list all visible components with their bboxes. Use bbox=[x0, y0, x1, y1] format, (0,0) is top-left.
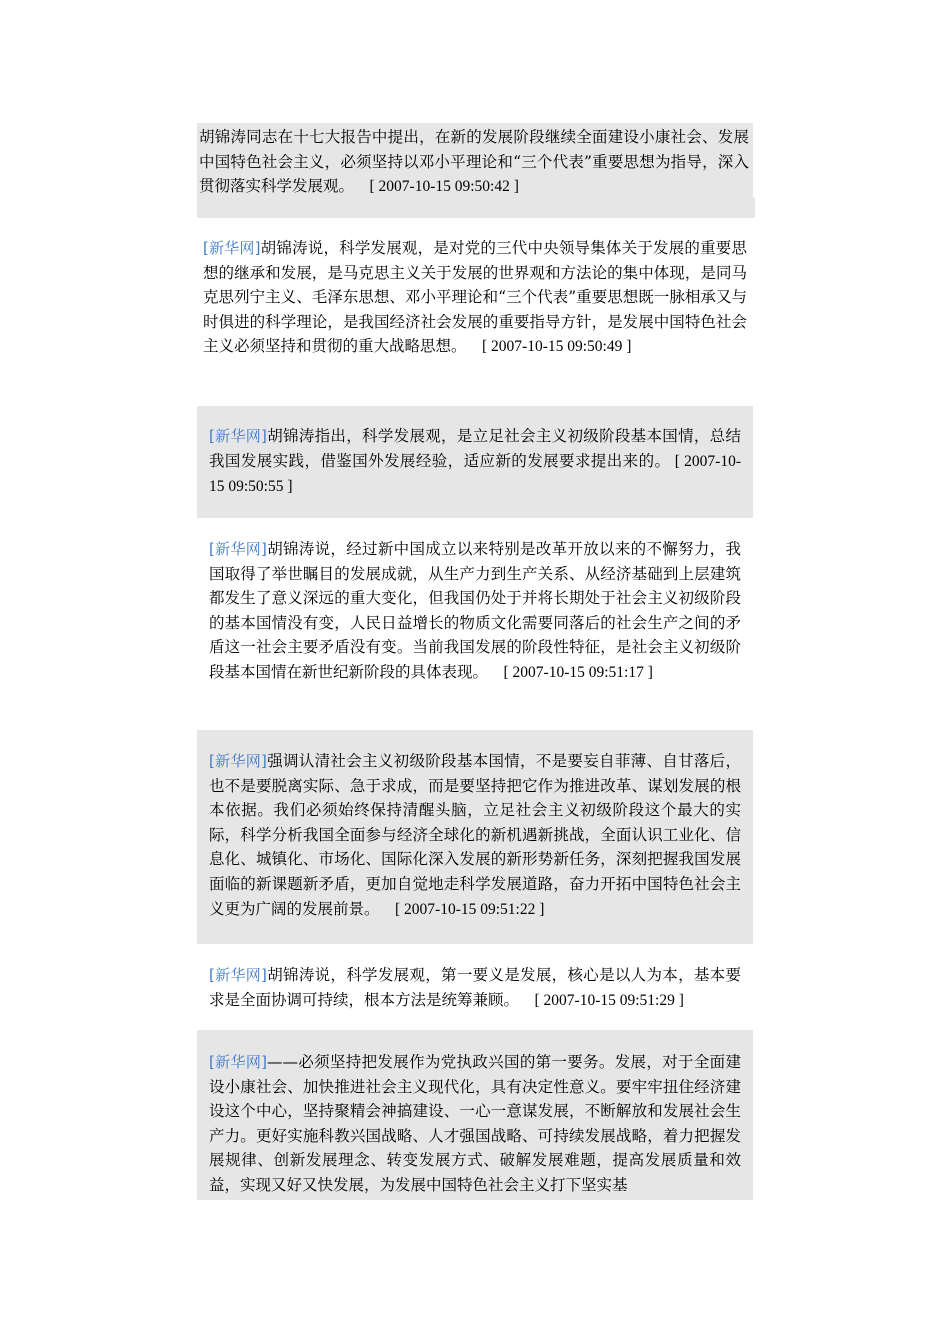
xinhua-source-tag: [新华网] bbox=[209, 966, 267, 984]
entry-text: ——必须坚持把发展作为党执政兴国的第一要务。发展，对于全面建设小康社会、加快推进社会主义现代化，具有决定性意义。要牢牢扭住经济建设这个中心，坚持聚精会神搞建设、一心一意谋发展，不断解放和发展社会生产力。更好实施科教兴国战略、人才强国战略、可持续发展战略，着力把握发展规律、创新发展理念、转变发展方式、破解发展难题，提高发展质量和效益，实现又好又快发展，为发展中国特色社会主义打下坚实基 bbox=[209, 1053, 741, 1194]
news-entry-7 bbox=[197, 1030, 753, 1200]
entry-timestamp: [ 2007-10-15 09:51:22 ] bbox=[395, 900, 545, 918]
entry-text: 胡锦涛同志在十七大报告中提出，在新的发展阶段继续全面建设小康社会、发展中国特色社会主义，必须坚持以邓小平理论和“三个代表”重要思想为指导，深入贯彻落实科学发展观。 bbox=[199, 128, 749, 196]
news-entry-6 bbox=[197, 944, 753, 1030]
entry-timestamp: [ 2007-10-15 09:50:55 ] bbox=[209, 452, 741, 496]
news-entry-2 bbox=[197, 236, 753, 388]
xinhua-source-tag: [新华网] bbox=[203, 239, 261, 257]
xinhua-source-tag: [新华网] bbox=[209, 1053, 267, 1071]
xinhua-source-tag: [新华网] bbox=[209, 540, 267, 558]
entry-text: 胡锦涛说，科学发展观，第一要义是发展，核心是以人为本，基本要求是全面协调可持续，根本方法是统筹兼顾。 bbox=[209, 966, 741, 1009]
xinhua-source-tag: [新华网] bbox=[209, 427, 267, 445]
entry-timestamp: [ 2007-10-15 09:51:17 ] bbox=[503, 663, 653, 681]
entry-edge-shade bbox=[753, 198, 755, 218]
entry-text: 强调认清社会主义初级阶段基本国情，不是要妄自菲薄、自甘落后，也不是要脱离实际、急于求成，而是要坚持把它作为推进改革、谋划发展的根本依据。我们必须始终保持清醒头脑，立足社会主义初级阶段这个最大的实际，科学分析我国全面参与经济全球化的新机遇新挑战，全面认识工业化、信息化、城镇化、市场化、国际化深入发展的新形势新任务，深刻把握我国发展面临的新课题新矛盾，更加自觉地走科学发展道路，奋力开拓中国特色社会主义更为广阔的发展前景。 bbox=[209, 752, 741, 918]
entry-timestamp: [ 2007-10-15 09:51:29 ] bbox=[534, 991, 684, 1009]
entry-timestamp: [ 2007-10-15 09:50:42 ] bbox=[369, 178, 519, 196]
entry-text: 胡锦涛指出，科学发展观，是立足社会主义初级阶段基本国情，总结我国发展实践，借鉴国外发展经验，适应新的发展要求提出来的。 bbox=[209, 427, 741, 470]
entry-text: 胡锦涛说，经过新中国成立以来特别是改革开放以来的不懈努力，我国取得了举世瞩目的发展成就，从生产力到生产关系、从经济基础到上层建筑都发生了意义深远的重大变化，但我国仍处于并将长期处于社会主义初级阶段的基本国情没有变，人民日益增长的物质文化需要同落后的社会生产之间的矛盾这一社会主要矛盾没有变。当前我国发展的阶段性特征，是社会主义初级阶段基本国情在新世纪新阶段的具体表现。 bbox=[209, 540, 741, 681]
news-entry-5 bbox=[197, 730, 753, 944]
entry-text: 胡锦涛说，科学发展观，是对党的三代中央领导集体关于发展的重要思想的继承和发展，是马克思主义关于发展的世界观和方法论的集中体现，是同马克思列宁主义、毛泽东思想、邓小平理论和“三个代表”重要思想既一脉相承又与时俱进的科学理论，是我国经济社会发展的重要指导方针，是发展中国特色社会主义必须坚持和贯彻的重大战略思想。 bbox=[203, 239, 747, 356]
news-entry-1 bbox=[197, 123, 753, 218]
xinhua-source-tag: [新华网] bbox=[209, 752, 267, 770]
news-entry-3 bbox=[197, 406, 753, 518]
news-entry-4 bbox=[197, 518, 753, 730]
entry-timestamp: [ 2007-10-15 09:50:49 ] bbox=[482, 338, 632, 356]
